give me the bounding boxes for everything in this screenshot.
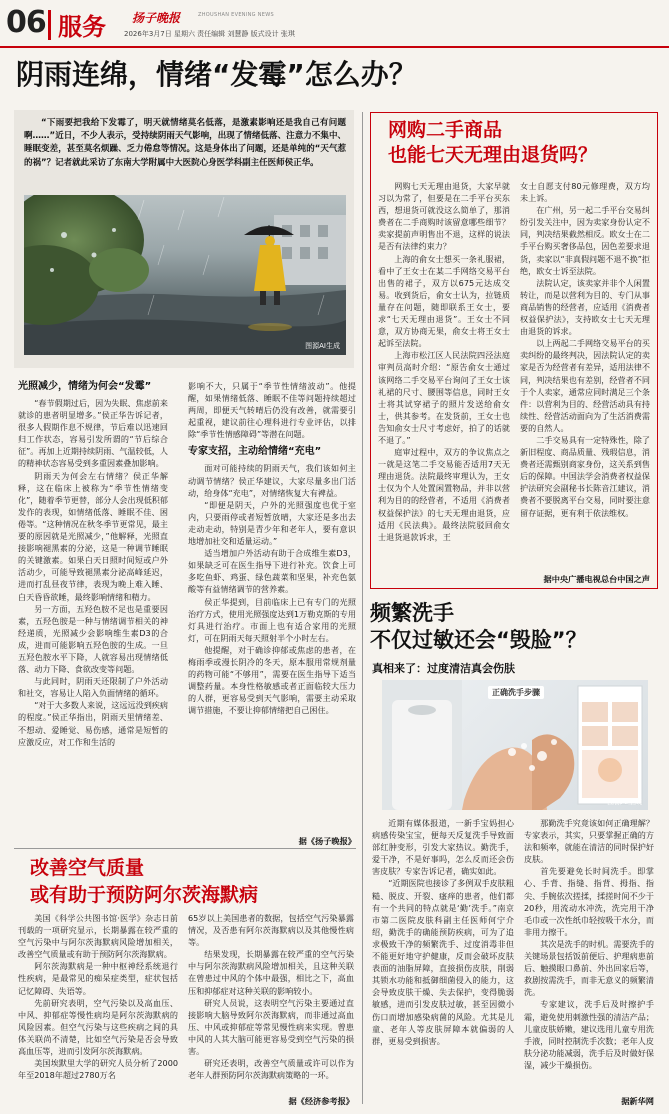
paragraph: 上海的俞女士想买一条礼服裙，看中了王女士在某二手网络交易平台出售的裙子，双方以675元达成交易。收到货后，俞女士认为，拉链质量存在问题，随即联系王女士，要求“七天无理由退货”。王女士不同意，双方协商无果，俞女士将王女士起诉至法院。 bbox=[378, 253, 510, 349]
bottom-left-col-b bbox=[188, 912, 354, 1096]
paragraph: “即便是阴天，户外的光照强度也优于室内，只要雨停或者短暂放晴，大家还是多出去走动走动，特别是青少年和老年人，要有意识地增加社交和适量运动。” bbox=[188, 499, 356, 547]
bottom-left-rule bbox=[14, 848, 356, 849]
paragraph: 影响不大，只属于“季节性情绪波动”。他提醒，如果情绪低落、睡眠不佳等问题持续超过两周，即便天气转晴后仍没有改善，就需要引起重视，建议前往心理科进行专业评估，以排除“季节性情感障碍”等潜在问题。 bbox=[188, 381, 356, 440]
lead-paragraph bbox=[24, 117, 346, 170]
rainy-photo bbox=[24, 195, 346, 355]
col2-body-top bbox=[188, 380, 356, 440]
paragraph: 先前研究表明，空气污染以及高血压、中风、抑郁症等慢性病均是阿尔茨海默病的风险因素。但空气污染与这些疾病之间的具体关联尚不清楚，比如空气污染是否会导致高血压等，进而引发阿尔茨海默病。 bbox=[18, 997, 178, 1057]
paragraph: 研究还表明，改善空气质量或许可以作为老年人群预防阿尔茨海默病策略的一环。 bbox=[188, 1058, 354, 1081]
main-col-2 bbox=[188, 380, 356, 835]
paragraph: 侯正华提到，目前临床上已有专门的光照治疗方式，使用光照强度达到1万勒克斯的专用灯具进行治疗。市面上也有适合家用的光照灯，可在阴雨天每天照射半个小时左右。 bbox=[188, 596, 356, 643]
paragraph: 其次是洗手的时机。需要洗手的关键场景包括饭前便后、护理病患前后、触摸眼口鼻前、外出回家后等，救剧按需洗手，而非无意义的频繁清洗。 bbox=[524, 938, 654, 998]
right-top-body-b bbox=[520, 180, 650, 519]
bottom-left-headline bbox=[30, 855, 350, 909]
column-rule bbox=[362, 112, 363, 1104]
right-bottom-body-b bbox=[524, 817, 654, 1071]
paragraph: 网购七天无理由退货，大家早就习以为常了，但要是在二手平台买东西，想退货可就没这么简单了，那消费者在二手商购时该留意哪些细节？卖家提前声明售出不退，这样的说法是否有法律约束力？ bbox=[378, 181, 510, 252]
paragraph: 与此同时，阴雨天还限制了户外活动和社交，容易让人陷入负面情绪的循环。 bbox=[18, 676, 168, 699]
paragraph: 美国埃默里大学的研究人员分析了2000年至2018年超过2780万名 bbox=[18, 1058, 178, 1081]
paragraph: 阿尔茨海默病是一种中枢神经系统退行性疾病，是最常见的痴呆症类型，症状包括记忆障碍、失语等。 bbox=[18, 961, 178, 996]
headline-line-2: 不仅过敏还会“毁脸”？ bbox=[370, 628, 587, 652]
main-headline: 阴雨连绵，情绪“发霉”怎么办？ bbox=[16, 58, 417, 91]
headline-line-1: 改善空气质量 bbox=[30, 857, 145, 879]
paragraph: 以上两起二手网络交易平台的买卖纠纷的最终判决，因法院认定的卖家是否为经营者有差异，适用法律不同，判决结果也有差别，经营者不同于个人卖家，通常应同时满足三个条件：以营利为目的、经营活动具有持续性、经营活动面向为了生活消费需要的自然人。 bbox=[520, 338, 650, 433]
col2-body bbox=[188, 462, 356, 716]
right-bottom-subtitle: 真相来了：过度清洁真会伤肤 bbox=[372, 662, 515, 675]
right-bottom-headline bbox=[370, 600, 660, 654]
newspaper-logo-en: ZHOUSHAN EVENING NEWS bbox=[198, 12, 274, 18]
paragraph: 面对可能持续的阴雨天气，我们该如何主动调节情绪？侯正华建议，大家尽量多出门活动，给身体“充电”，对情绪恢复大有裨益。 bbox=[188, 463, 356, 498]
handwash-illustration bbox=[382, 680, 648, 810]
main-col-1 bbox=[18, 380, 168, 835]
bottom-left-body-a bbox=[18, 912, 178, 1081]
right-top-body-a bbox=[378, 180, 510, 543]
subheading-2: 专家支招，主动给情绪“充电” bbox=[188, 446, 322, 458]
paragraph: 65岁以上美国患者的数据，包括空气污染暴露情况，及否患有阿尔茨海默病以及其他慢性病等。 bbox=[188, 913, 354, 948]
paragraph: 专家建议，洗手后及时擦护手霜，避免使用刺激性强的清洁产品；儿童皮肤娇嫩，建议选用儿童专用洗手液，同时控制洗手次数；老年人皮肤分泌功能减弱，洗手后及时做好保湿，减少干燥损伤。 bbox=[524, 999, 654, 1070]
bottom-left-col-a bbox=[18, 912, 178, 1108]
paragraph: 那勤洗手究竟该如何正确理解？专家表示，其实，只要掌握正确的方法和频率，就能在清洁的同时保护好皮肤。 bbox=[524, 818, 654, 865]
paragraph: 结果发现，长期暴露在较严重的空气污染中与阿尔茨海默病风险增加相关，且这种关联在曾患过中风的个体中最强，相比之下，高血压和抑郁症对这种关联的影响较小。 bbox=[188, 949, 354, 996]
headline-line-1: 频繁洗手 bbox=[370, 601, 454, 625]
right-top-col-a bbox=[378, 180, 510, 575]
rain-scene-illustration bbox=[24, 195, 346, 355]
paragraph: 研究人员说，这表明空气污染主要通过直接影响大脑导致阿尔茨海默病，而非通过高血压、中风或抑郁症等常见慢性病来实现。曾患中风的人其大脑可能更容易受到空气污染的损害。 bbox=[188, 997, 354, 1057]
right-top-col-b bbox=[520, 180, 650, 572]
right-top-headline bbox=[388, 118, 648, 168]
handwash-chart-label: 正确洗手步骤 bbox=[488, 686, 544, 699]
paragraph: 上海市松江区人民法院四泾法庭审判员高时介绍：“原告俞女士通过该网络二手交易平台询问了王女士该礼裙的尺寸、腰围等信息，同时王女士将其试穿裙子的照片发送给俞女士，供其参考。在发货前，王女士也告知俞女士尺寸考虑好，拍了的话就不退了。” bbox=[378, 350, 510, 445]
headline-line-2: 也能七天无理由退货吗？ bbox=[388, 144, 598, 166]
image-credit: 图源AI生成 bbox=[607, 798, 642, 806]
bottom-left-source: 据《经济参考报》 bbox=[288, 1096, 354, 1106]
headline-line-1: 网购二手商品 bbox=[388, 119, 503, 141]
paragraph: 近期有媒体报道，一新手宝妈担心病感传染宝宝，便每天反复洗手导致面部红肿变形，引发大家热议。勤洗手，爱干净，不是好事吗，怎么反而还会伤害皮肤？专家告诉记者，确实如此。 bbox=[372, 818, 514, 877]
paragraph: 庭审过程中，双方的争议焦点之一就是这笔二手交易能否适用7天无理由退货。法院最终审理认为，王女士仅为个人处置闲置物品，并非以营利为目的的经营者，不适用《消费者权益保护法》的七天无理由退货，应适用《民法典》。最终法院驳回俞女士退货退款诉求，王 bbox=[378, 447, 510, 542]
header-rule bbox=[0, 46, 669, 48]
handwash-photo bbox=[382, 680, 648, 810]
paragraph: 另一方面，五羟色胺不足也是重要因素，五羟色胺是一种与情绪调节相关的神经递质，光照减少会影响维生素D3的合成，进而可能影响五羟色胺的生成。一旦五羟色胺水平下降，人就容易出现情绪低落、动力下降、食欲改变等问题。 bbox=[18, 603, 168, 675]
lead-text: “下雨要把我给下发霉了，明天就情绪莫名低落，是激素影响还是我自己有问题啊……”近日，不少人表示，受持续阴雨天气影响，出现了情绪低落、注意力不集中、睡眠变差，甚至莫名烦躁、乏力倦怠等情况。这是身体出了问题，还是单纯的“天气惹的祸”？记者就此采访了东南大学附属中大医院心身医学科副主任医师侯正华。 bbox=[24, 118, 346, 168]
paragraph: 二手交易具有一定特殊性，除了新旧程度、商品质量、残瑕信息，消费者还需甄别商家身份，这关系到售后的保障。中国法学会消费者权益保护法研究会副秘书长陈音江建议，消费者不要脱离平台交易，同时要注意留存证据，更有利于依法维权。 bbox=[520, 434, 650, 518]
paragraph: “春节假期过后，因为失眠、焦虑前来就诊的患者明显增多。”侯正华告诉记者，很多人假期作息不规律，节后难以迅速回归工作状态，容易引发所谓的“节后综合征”。再加上近期持续阴雨、气温较低，人的精神状态容易受到多重因素叠加影响。 bbox=[18, 398, 168, 469]
headline-line-2: 或有助于预防阿尔茨海默病 bbox=[30, 884, 259, 906]
col1-body bbox=[18, 397, 168, 748]
section-name: 服务 bbox=[58, 12, 106, 41]
bottom-left-body-b bbox=[188, 912, 354, 1081]
right-top-source: 据中央广播电视总台中国之声 bbox=[543, 574, 650, 584]
image-credit: 图源AI生成 bbox=[305, 342, 340, 350]
paragraph: “近期医院也接诊了多例双手皮肤粗糙、脱皮、开裂、瘙痒的患者，他们都有一个共同的特点就是‘勤’洗手。”南京市第二医院皮肤科副主任医师何宁介绍，勤洗手的确能预防疾病，可为了追求极致干净的频繁洗手、过度消毒非但不能更好地守护健康，反而会破坏皮肤表面的油脂屏障，直接损伤皮肤，削弱其锁水功能和抵御细菌侵入的能力，这会导致皮肤干燥、失去保护，变得脆弱敏感，进而引发皮肤过敏，甚至因微小伤口而增加感染病菌的风险。尤其是儿童、老年人等皮肤屏障本就偏弱的人群，更易受到损害。 bbox=[372, 878, 514, 1046]
paragraph: 女士自愿支付80元修理费，双方均未上诉。 bbox=[520, 181, 650, 204]
right-bottom-col-a bbox=[372, 817, 514, 1107]
page-number: 06 bbox=[6, 5, 46, 40]
paragraph: 阴雨天为何会左右情绪？侯正华解释，这在临床上被称为“季节性情绪变化”，随着季节更替，部分人会出现低积郁发作的表现，如情绪低落、睡眠不佳、困倦等。“这种情况在秋冬季节更常见，最主要的原因就是光照减少，”他解释，光照直接影响褪黑素的分泌，这是一种调节睡眠的关键激素。如果白天日照时间短或户外活动少，可能导致褪黑素分泌高峰延迟，进而打乱昼夜节律，表现为晚上难入睡、白天昏昏欲睡，最终影响情绪和精力。 bbox=[18, 470, 168, 602]
paragraph: 法院认定，该卖家并非个人闲置转让，而是以营利为目的、专门从事商品销售的经营者，应适用《消费者权益保护法》，支持欧女士七天无理由退货的诉求。 bbox=[520, 277, 650, 337]
paragraph: 首先要避免长时间洗手。即掌心、手背、指缝、指背、拇指、指尖、手腕依次搓揉，揉搓时间不少于20秒，用流动水冲洗，洗完用干净毛巾或一次性纸巾轻按吸干水分，而非用力擦干。 bbox=[524, 866, 654, 937]
subheading-1: 光照减少，情绪为何会“发霉” bbox=[18, 381, 152, 392]
dateline: 2026年3月7日 星期六 责任编辑 刘慧静 版式设计 张琪 bbox=[124, 30, 295, 38]
paragraph: 美国《科学公共图书馆·医学》杂志日前刊载的一项研究显示，长期暴露在较严重的空气污染中与阿尔茨海默病风险增加相关，改善空气质量或有助于预防阿尔茨海默病。 bbox=[18, 913, 178, 960]
newspaper-logo: 扬子晚报 bbox=[132, 11, 181, 25]
paragraph: 他提醒，对于确诊抑郁或焦虑的患者，在梅雨季或漫长阴冷的冬天，原本服用常规剂量的药物可能“不够用”，需要在医生指导下适当调整药量。本身性格敏感或者正面临较大压力的人群，更容易受到天气影响，需要主动采取调节措施，不要让抑郁情绪把自己困住。 bbox=[188, 644, 356, 716]
paragraph: 适当增加户外活动有助于合成维生素D3，如果缺乏可在医生指导下进行补充。饮食上可多吃鱼虾、鸡蛋、绿色蔬菜和坚果，补充色氨酸等有益情绪调节的营养素。 bbox=[188, 548, 356, 595]
right-bottom-col-b bbox=[524, 817, 654, 1095]
header-divider bbox=[48, 10, 51, 40]
main-source: 据《扬子晚报》 bbox=[298, 836, 356, 846]
paragraph: 在广州，另一起二手平台交易纠纷引发关注中，因为卖家身份认定不同，判决结果截然相反。欧女士在二手平台购买奢侈品包，因色差要求退货，卖家以“非真假问题不退不换”拒绝，欧女士诉至法院。 bbox=[520, 205, 650, 276]
paragraph: “对于大多数人来说，这远远没到疾病的程度。”侯正华指出，阴雨天里情绪差、不想动、爱睡觉、易伤感，通常是短暂的应激反应，对工作和生活的 bbox=[18, 700, 168, 747]
right-bottom-source: 据新华网 bbox=[621, 1096, 654, 1106]
right-bottom-body-a bbox=[372, 817, 514, 1047]
